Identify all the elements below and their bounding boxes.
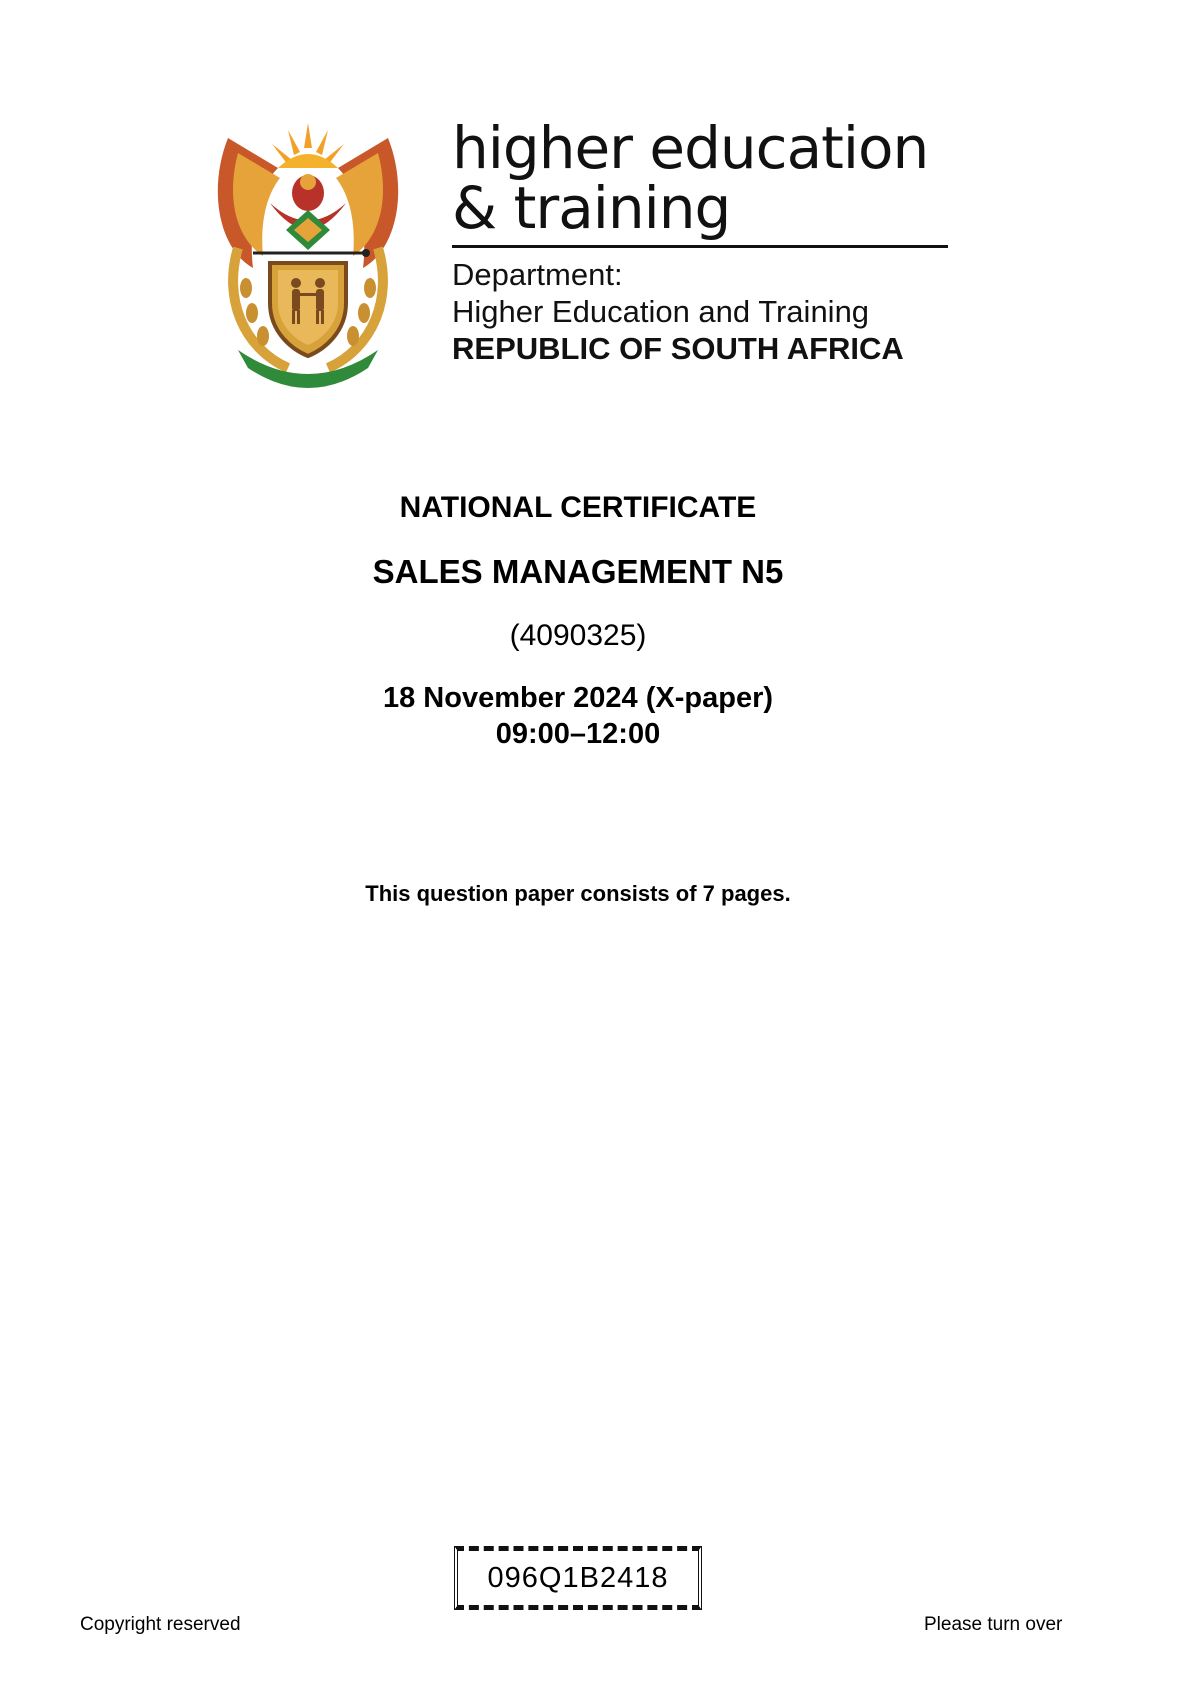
brand-block — [452, 114, 952, 366]
subject-code: (4090325) — [509, 619, 647, 652]
paper-id: 096Q1B2418 — [487, 1562, 669, 1594]
department-block — [452, 256, 904, 367]
exam-time: 09:00–12:00 — [495, 718, 661, 750]
coat-of-arms-icon — [208, 118, 408, 388]
department-name: Higher Education and Training — [452, 294, 870, 329]
exam-title-block — [0, 490, 1156, 752]
department-label: Department: — [452, 257, 623, 292]
brand-title-line1: higher education — [452, 114, 929, 182]
paper-id-box — [454, 1546, 702, 1610]
exam-date: 18 November 2024 (X-paper) — [382, 682, 774, 714]
subject-title: SALES MANAGEMENT N5 — [372, 553, 784, 590]
country-name: REPUBLIC OF SOUTH AFRICA — [452, 331, 904, 366]
brand-divider — [452, 245, 948, 248]
copyright-note: Copyright reserved — [80, 1614, 241, 1635]
page-count-note: This question paper consists of 7 pages. — [365, 881, 791, 906]
brand-title-line2: & training — [452, 174, 731, 242]
page-header — [208, 114, 948, 390]
turn-over-note: Please turn over — [924, 1614, 1063, 1635]
certificate-heading: NATIONAL CERTIFICATE — [399, 491, 757, 524]
